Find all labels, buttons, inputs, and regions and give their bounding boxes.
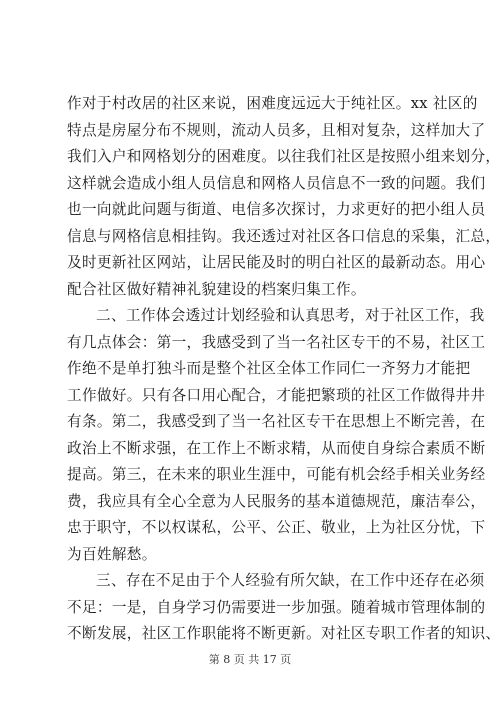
body-text-line: 费，我应具有全心全意为人民服务的基本道德规范，廉洁奉公， [67, 493, 486, 510]
body-text-line: 特点是房屋分布不规则，流动人员多，且相对复杂，这样加大了 [67, 122, 486, 139]
body-text-line: 及时更新社区网站，让居民能及时的明白社区的最新动态。用心 [67, 254, 486, 271]
body-text-line: 为百姓解愁。 [67, 546, 157, 563]
body-text-line: 有条。第二，我感受到了当一名社区专干在思想上不断完善，在 [67, 413, 486, 430]
body-text-line: 提高。第三，在未来的职业生涯中，可能有机会经手相关业务经 [67, 466, 486, 483]
body-text-line: 作绝不是单打独斗而是整个社区全体工作同仁一齐努力才能把 [67, 360, 471, 377]
section-heading-line: 三、存在不足由于个人经验有所欠缺，在工作中还存在必须 [96, 572, 485, 589]
page-number-footer: 第 8 页 共 17 页 [208, 653, 292, 666]
body-text-line: 配合社区做好精神礼貌建设的档案归集工作。 [67, 281, 366, 298]
body-text-line: 工作做好。只有各口用心配合，才能把繁琐的社区工作做得井井 [67, 387, 486, 404]
body-text-line: 政治上不断求强，在工作上不断求精，从而使自身综合素质不断 [67, 440, 486, 457]
body-text-line: 忠于职守，不以权谋私，公平、公正、敬业，上为社区分忧，下 [67, 519, 486, 536]
body-text-line: 信息与网格信息相挂钩。我还透过对社区各口信息的采集，汇总， [67, 228, 500, 245]
body-text-line: 不足：一是，自身学习仍需要进一步加强。随着城市管理体制的 [67, 599, 486, 616]
body-text-line: 我们入户和网格划分的困难度。以往我们社区是按照小组来划分， [67, 148, 500, 165]
body-text-line: 有几点体会：第一，我感受到了当一名社区专干的不易，社区工 [67, 334, 486, 351]
body-text-line: 这样就会造成小组人员信息和网格人员信息不一致的问题。我们 [67, 175, 486, 192]
body-text-line: 不断发展，社区工作职能将不断更新。对社区专职工作者的知识、 [67, 625, 500, 642]
body-text-line: 作对于村改居的社区来说，困难度远远大于纯社区。xx 社区的 [67, 95, 478, 112]
body-text-line: 也一向就此问题与街道、电信多次探讨，力求更好的把小组人员 [67, 201, 486, 218]
section-heading-line: 二、工作体会透过计划经验和认真思考，对于社区工作，我 [96, 307, 485, 324]
